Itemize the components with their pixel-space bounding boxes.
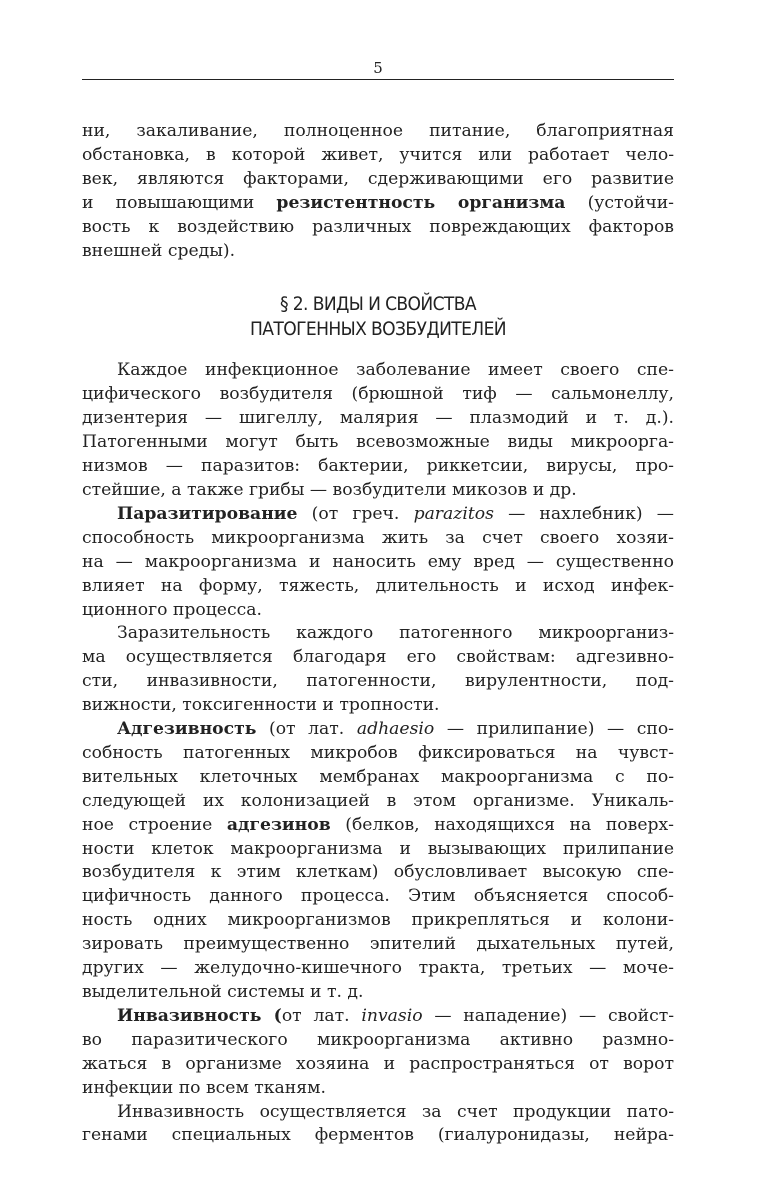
text-fragment: — нахлебник) — bbox=[493, 503, 674, 524]
paragraph-pathogens bbox=[82, 359, 674, 502]
text-line: на — макроорганизма и наносить ему вред — существенно bbox=[82, 551, 674, 572]
page-number: 5 bbox=[373, 59, 383, 77]
text-line: ности клеток макроорганизма и вызывающих прилипание bbox=[82, 838, 674, 859]
text-line bbox=[82, 192, 674, 216]
text-line: цифичность данного процесса. Этим объясняется способ- bbox=[82, 886, 674, 907]
header-rule bbox=[82, 79, 674, 80]
section-spacing bbox=[82, 263, 674, 292]
text-line: сти, инвазивности, патогенности, вирулентности, под- bbox=[82, 671, 674, 692]
text-line: Инвазивность осуществляется за счет продукции пато- bbox=[117, 1101, 674, 1122]
text-fragment: (белков, находящихся на поверх- bbox=[330, 814, 674, 835]
continuation-paragraph bbox=[82, 120, 674, 263]
text-line bbox=[82, 814, 674, 838]
text-line bbox=[82, 503, 674, 527]
text-line: ционного процесса. bbox=[82, 599, 262, 620]
text-line: во паразитического микроорганизма активно размно- bbox=[82, 1029, 674, 1050]
text-line: влияет на форму, тяжесть, длительность и исход инфек- bbox=[82, 575, 674, 596]
heading-spacing bbox=[82, 342, 674, 359]
paragraph-invasiveness bbox=[82, 1005, 674, 1101]
text-line: стейшие, а также грибы — возбудители микозов и др. bbox=[82, 479, 577, 500]
italic-term: parazitos bbox=[413, 503, 494, 524]
text-line: Заразительность каждого патогенного микроорганиз- bbox=[117, 623, 674, 644]
italic-term: invasio bbox=[361, 1005, 423, 1026]
section-title-line-2: ПАТОГЕННЫХ ВОЗБУДИТЕЛЕЙ bbox=[250, 318, 506, 341]
paragraph-adhesiveness bbox=[82, 718, 674, 1005]
text-line: обстановка, в которой живет, учится или работает чело- bbox=[82, 144, 674, 165]
text-line: возбудителя к этим клеткам) обусловливает высокую спе- bbox=[82, 862, 674, 883]
text-fragment: — нападение) — свойст- bbox=[422, 1005, 675, 1026]
text-line: дизентерия — шигеллу, малярия — плазмодий и т. д.). bbox=[82, 408, 674, 429]
italic-term: adhaesio bbox=[356, 719, 435, 740]
text-line: зировать преимущественно эпителий дыхательных путей, bbox=[82, 934, 674, 955]
text-line: внешней среды). bbox=[82, 240, 236, 261]
paragraph-parasitism bbox=[82, 503, 674, 623]
bold-term: адгезинов bbox=[226, 814, 331, 835]
paragraph-contagiousness bbox=[82, 622, 674, 718]
text-line: жаться в организме хозяина и распространяться от ворот bbox=[82, 1053, 674, 1074]
text-fragment: от лат. bbox=[281, 1005, 362, 1026]
text-line bbox=[82, 718, 674, 742]
text-line: цифического возбудителя (брюшной тиф — сальмонеллу, bbox=[82, 384, 674, 405]
text-line: других — желудочно-кишечного тракта, третьих — моче- bbox=[82, 958, 674, 979]
text-line: низмов — паразитов: бактерии, риккетсии, вирусы, про- bbox=[82, 456, 674, 477]
text-line: вость к воздействию различных повреждающих факторов bbox=[82, 216, 674, 237]
text-fragment: — прилипание) — спо- bbox=[434, 719, 674, 740]
text-line: ма осуществляется благодаря его свойствам: адгезивно- bbox=[82, 647, 674, 668]
text-fragment: (устойчи- bbox=[565, 192, 674, 213]
text-fragment: (от греч. bbox=[297, 503, 414, 524]
paragraph-enzymes bbox=[82, 1101, 674, 1149]
text-line: вительных клеточных мембранах макроорганизма с по- bbox=[82, 766, 674, 787]
text-line: генами специальных ферментов (гиалуронидазы, нейра- bbox=[82, 1125, 674, 1146]
section-title-line-1: § 2. ВИДЫ И СВОЙСТВА bbox=[280, 293, 476, 316]
text-line: следующей их колонизацией в этом организме. Уникаль- bbox=[82, 790, 674, 811]
text-line: Патогенными могут быть всевозможные виды микроорга- bbox=[82, 432, 674, 453]
book-page bbox=[82, 0, 674, 1182]
text-line: ность одних микроорганизмов прикрепляться и колони- bbox=[82, 910, 674, 931]
text-fragment: (от лат. bbox=[256, 719, 357, 740]
text-line: инфекции по всем тканям. bbox=[82, 1077, 326, 1098]
text-line: Каждое инфекционное заболевание имеет своего спе- bbox=[117, 360, 674, 381]
text-fragment: и повышающими bbox=[82, 192, 277, 213]
text-line: век, являются факторами, сдерживающими его развитие bbox=[82, 168, 674, 189]
text-line: ни, закаливание, полноценное питание, благоприятная bbox=[82, 121, 674, 141]
text-line: вижности, токсигенности и тропности. bbox=[82, 695, 440, 716]
text-line: выделительной системы и т. д. bbox=[82, 982, 364, 1002]
bold-term: Адгезивность bbox=[117, 719, 257, 740]
text-line: способность микроорганизма жить за счет своего хозяи- bbox=[82, 527, 674, 548]
bold-term: Паразитирование bbox=[117, 503, 298, 524]
text-fragment: ное строение bbox=[82, 814, 227, 835]
section-heading bbox=[82, 292, 674, 342]
text-line: собность патогенных микробов фиксироваться на чувст- bbox=[82, 742, 674, 763]
text-line bbox=[82, 1005, 674, 1029]
body-text bbox=[82, 120, 674, 1148]
bold-term: Инвазивность ( bbox=[117, 1005, 282, 1026]
bold-term: резистентность организма bbox=[276, 192, 566, 213]
